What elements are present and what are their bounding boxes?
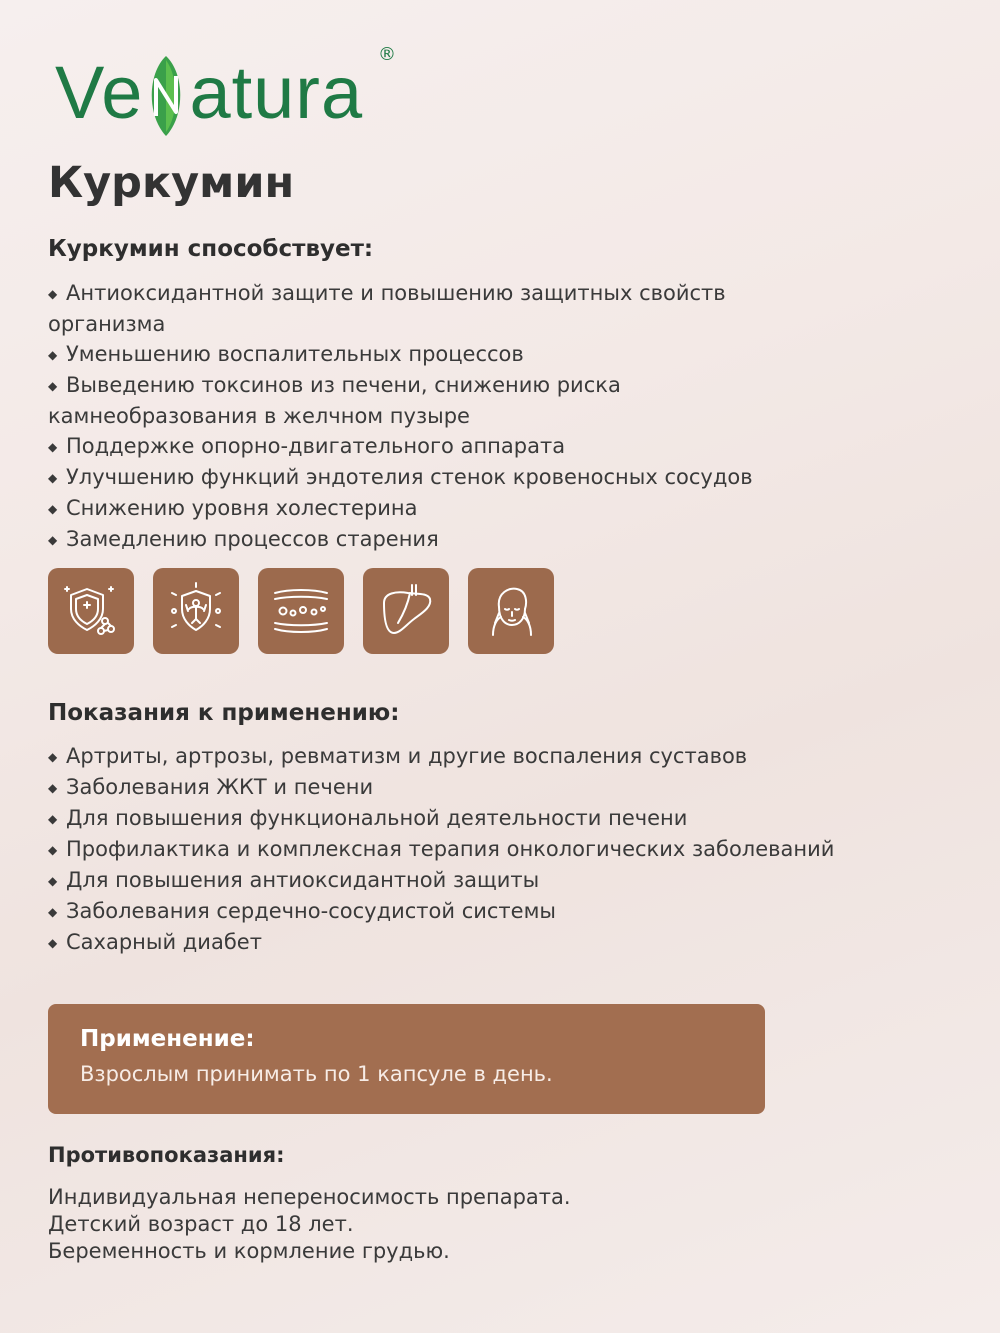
bullet-icon: ◆: [48, 379, 58, 393]
list-item: ◆ Антиоксидантной защите и повышению защитных свойств: [48, 278, 848, 309]
list-item-continuation: камнеобразования в желчном пузыре: [48, 404, 470, 428]
contraindication-line: Беременность и кормление грудью.: [48, 1239, 450, 1263]
list-item: ◆ Для повышения функциональной деятельности печени: [48, 803, 968, 834]
list-item: ◆ Уменьшению воспалительных процессов: [48, 339, 848, 370]
usage-box: [48, 1004, 765, 1114]
page-title: Куркумин: [48, 158, 295, 208]
usage-heading: Применение:: [80, 1026, 255, 1052]
registered-mark: ®: [378, 44, 396, 65]
bullet-icon: ◆: [48, 287, 58, 301]
bullet-icon: ◆: [48, 905, 58, 919]
bullet-icon: ◆: [48, 440, 58, 454]
list-item: ◆ Выведению токсинов из печени, снижению риска: [48, 370, 848, 401]
indications-list: [48, 741, 968, 958]
list-item: ◆ Для повышения антиоксидантной защиты: [48, 865, 968, 896]
bullet-icon: ◆: [48, 874, 58, 888]
blood-vessel-icon: [258, 568, 344, 654]
list-item: ◆ Поддержке опорно-двигательного аппарата: [48, 431, 848, 462]
contraindication-line: Детский возраст до 18 лет.: [48, 1212, 354, 1236]
list-item: ◆ Заболевания ЖКТ и печени: [48, 772, 968, 803]
face-icon: [468, 568, 554, 654]
leaf-n-icon: [145, 54, 187, 138]
list-item: ◆ Замедлению процессов старения: [48, 524, 848, 555]
brand-name-part2: atura: [189, 51, 364, 134]
contraindications-heading: Противопоказания:: [48, 1143, 285, 1167]
brand-name: [55, 46, 364, 134]
bullet-icon: ◆: [48, 471, 58, 485]
bullet-icon: ◆: [48, 843, 58, 857]
bullet-icon: ◆: [48, 348, 58, 362]
brand-logo: [55, 40, 364, 134]
list-item: ◆ Улучшению функций эндотелия стенок кровеносных сосудов: [48, 462, 848, 493]
shield-plus-icon: [48, 568, 134, 654]
list-item-continuation: организма: [48, 312, 166, 336]
benefit-icons-row: [48, 568, 554, 654]
bullet-icon: ◆: [48, 750, 58, 764]
list-item: ◆ Артриты, артрозы, ревматизм и другие воспаления суставов: [48, 741, 968, 772]
brand-name-part1: Ve: [55, 51, 144, 134]
liver-icon: [363, 568, 449, 654]
bullet-icon: ◆: [48, 502, 58, 516]
list-item: ◆ Сахарный диабет: [48, 927, 968, 958]
list-item: ◆ Профилактика и комплексная терапия онкологических заболеваний: [48, 834, 968, 865]
indications-heading: Показания к применению:: [48, 700, 400, 726]
benefits-heading: Куркумин способствует:: [48, 236, 374, 262]
usage-text: Взрослым принимать по 1 капсуле в день.: [80, 1062, 553, 1086]
benefits-list: [48, 278, 848, 555]
bullet-icon: ◆: [48, 781, 58, 795]
contraindications-text: [48, 1184, 571, 1265]
bullet-icon: ◆: [48, 533, 58, 547]
list-item: ◆ Заболевания сердечно-сосудистой системы: [48, 896, 968, 927]
bullet-icon: ◆: [48, 936, 58, 950]
bullet-icon: ◆: [48, 812, 58, 826]
contraindication-line: Индивидуальная непереносимость препарата.: [48, 1185, 571, 1209]
strength-icon: [153, 568, 239, 654]
list-item: ◆ Снижению уровня холестерина: [48, 493, 848, 524]
